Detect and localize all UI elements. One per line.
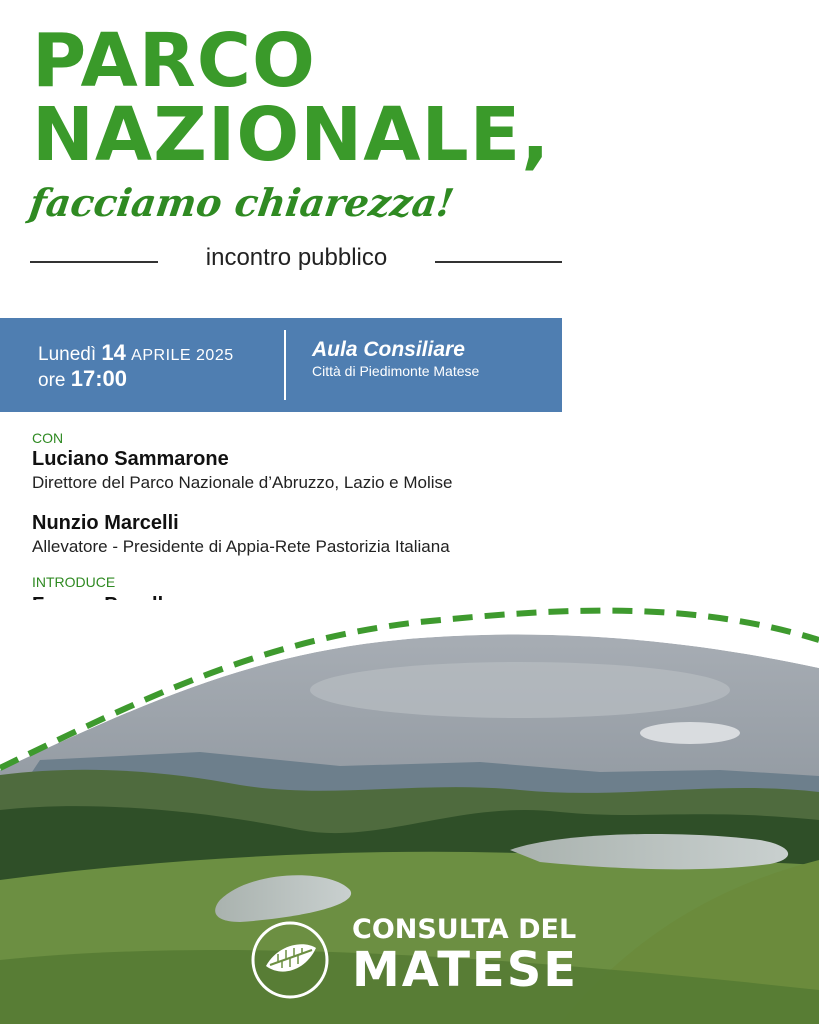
leaf-icon	[248, 918, 332, 1002]
label-introduce: INTRODUCE	[32, 574, 116, 590]
speaker-name: Nunzio Marcelli	[32, 512, 179, 534]
label-with: CON	[32, 430, 64, 446]
month-year: APRILE 2025	[131, 347, 234, 364]
logo-line-2: MATESE	[352, 942, 579, 998]
title-line-1: PARCO	[32, 18, 316, 104]
subtitle: facciamo chiarezza!	[26, 180, 457, 225]
day-number: 14	[101, 340, 126, 365]
time-prefix: ore	[38, 370, 66, 391]
venue-name: Aula Consiliare	[312, 338, 465, 361]
cloud	[640, 722, 740, 744]
consulta-logo	[248, 912, 578, 1002]
venue-city: Città di Piedimonte Matese	[312, 363, 480, 379]
speaker-role: Direttore del Parco Nazionale d’Abruzzo, Lazio e Molise	[32, 473, 453, 492]
cloud	[310, 662, 730, 718]
time-value: 17:00	[70, 366, 128, 391]
event-type: incontro pubblico	[205, 244, 388, 271]
day-name: Lunedì	[38, 344, 97, 365]
speaker-role: Allevatore - Presidente di Appia-Rete Pastorizia Italiana	[32, 537, 450, 556]
logo-line-1: CONSULTA DEL	[352, 914, 577, 945]
speaker-name: Luciano Sammarone	[32, 448, 229, 470]
title-line-2: NAZIONALE,	[32, 92, 551, 178]
